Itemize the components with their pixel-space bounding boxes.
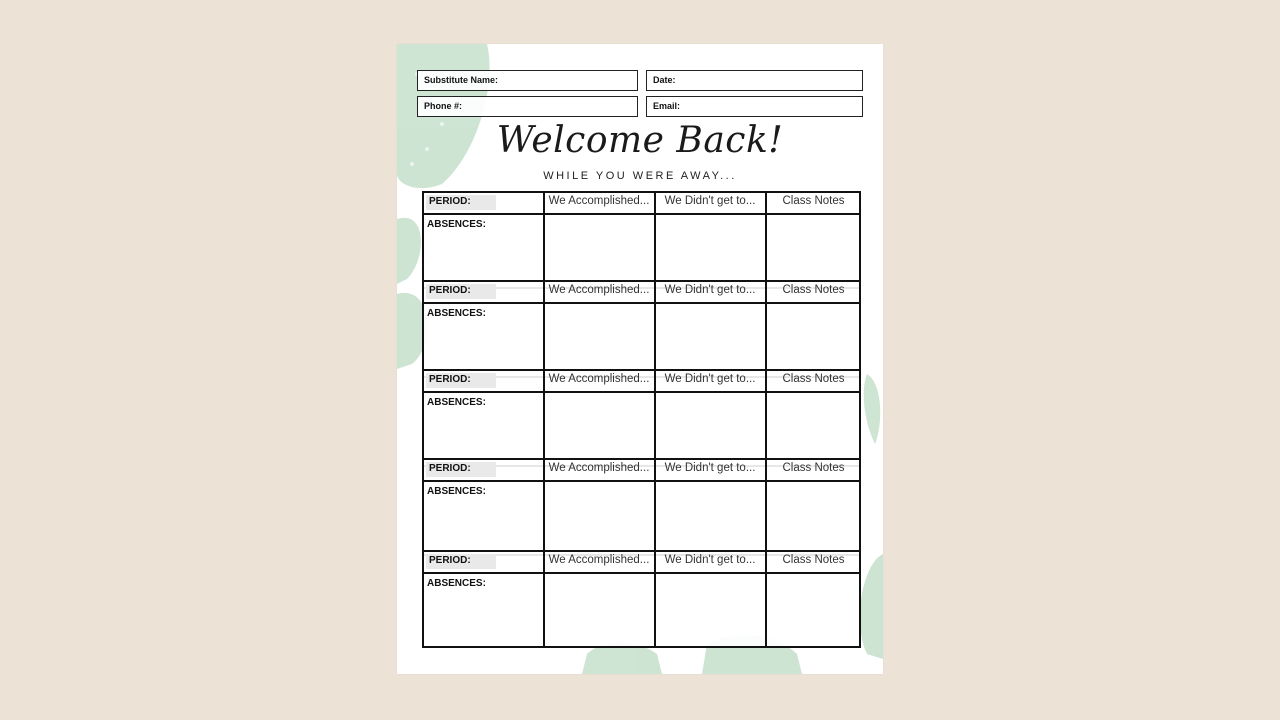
substitute-name-label: Substitute Name: <box>424 75 499 85</box>
absences-label: ABSENCES: <box>427 578 486 589</box>
column-divider <box>654 458 656 556</box>
absences-label: ABSENCES: <box>427 397 486 408</box>
column-divider <box>543 191 545 289</box>
column-divider <box>543 550 545 648</box>
period-block-5 <box>422 550 861 648</box>
absences-label: ABSENCES: <box>427 219 486 230</box>
column-divider <box>654 280 656 378</box>
column-divider <box>765 550 767 648</box>
accomplished-header: We Accomplished... <box>548 554 650 566</box>
accomplished-header: We Accomplished... <box>548 284 650 296</box>
didnt-get-to-header: We Didn't get to... <box>664 284 756 296</box>
period-label[interactable]: PERIOD: <box>426 284 496 299</box>
date-label: Date: <box>653 75 676 85</box>
class-notes-header: Class Notes <box>782 554 845 566</box>
column-divider <box>543 369 545 467</box>
page-subtitle: WHILE YOU WERE AWAY... <box>543 170 737 182</box>
column-divider <box>765 369 767 467</box>
page-title: Welcome Back! <box>496 120 784 161</box>
accomplished-header: We Accomplished... <box>548 195 650 207</box>
didnt-get-to-header: We Didn't get to... <box>664 373 756 385</box>
period-label[interactable]: PERIOD: <box>426 195 496 210</box>
row-divider <box>422 213 861 215</box>
date-field[interactable] <box>646 70 863 91</box>
didnt-get-to-header: We Didn't get to... <box>664 462 756 474</box>
class-notes-header: Class Notes <box>782 373 845 385</box>
class-notes-header: Class Notes <box>782 195 845 207</box>
period-label[interactable]: PERIOD: <box>426 462 496 477</box>
column-divider <box>543 280 545 378</box>
period-block-4 <box>422 458 861 556</box>
column-divider <box>654 191 656 289</box>
email-label: Email: <box>653 101 681 111</box>
period-block-3 <box>422 369 861 467</box>
period-block-1 <box>422 191 861 289</box>
class-notes-header: Class Notes <box>782 462 845 474</box>
email-field[interactable] <box>646 96 863 117</box>
column-divider <box>765 280 767 378</box>
row-divider <box>422 572 861 574</box>
absences-label: ABSENCES: <box>427 308 486 319</box>
column-divider <box>543 458 545 556</box>
period-label[interactable]: PERIOD: <box>426 373 496 388</box>
didnt-get-to-header: We Didn't get to... <box>664 195 756 207</box>
period-block-2 <box>422 280 861 378</box>
column-divider <box>654 369 656 467</box>
row-divider <box>422 391 861 393</box>
row-divider <box>422 480 861 482</box>
column-divider <box>654 550 656 648</box>
class-notes-header: Class Notes <box>782 284 845 296</box>
row-divider <box>422 302 861 304</box>
substitute-name-field[interactable] <box>417 70 638 91</box>
phone-label: Phone #: <box>424 101 463 111</box>
phone-field[interactable] <box>417 96 638 117</box>
period-label[interactable]: PERIOD: <box>426 554 496 569</box>
column-divider <box>765 458 767 556</box>
didnt-get-to-header: We Didn't get to... <box>664 554 756 566</box>
column-divider <box>765 191 767 289</box>
accomplished-header: We Accomplished... <box>548 373 650 385</box>
absences-label: ABSENCES: <box>427 486 486 497</box>
planner-page <box>397 44 883 674</box>
accomplished-header: We Accomplished... <box>548 462 650 474</box>
